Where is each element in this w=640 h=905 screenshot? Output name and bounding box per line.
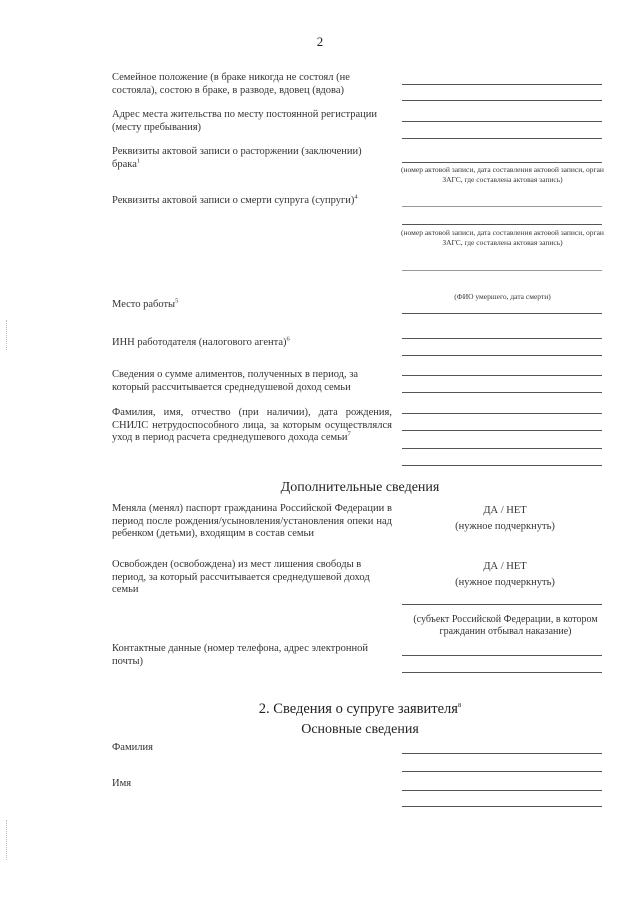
workplace-label: Место работы$^5$ <box>112 297 179 310</box>
care-person-label: Фамилия, имя, отчество (при наличии), дата рождения, СНИЛС нетрудоспособного лица, за которым осуществлялся уход в период расчета среднедушевого дохода семьи$^7$ <box>112 407 392 443</box>
death-record-line-2[interactable] <box>402 224 602 225</box>
alimony-label: Сведения о сумме алиментов, полученных в период, за который рассчитывается среднедушевой доход семьи <box>112 369 359 393</box>
alimony-line-2[interactable] <box>402 392 602 393</box>
spouse-surname-line-1[interactable] <box>402 753 602 754</box>
spouse-basic-info-heading: Основные сведения <box>301 722 419 737</box>
subject-line[interactable] <box>402 604 602 605</box>
employer-inn-line-2[interactable] <box>402 355 602 356</box>
care-person-line-1[interactable] <box>402 413 602 414</box>
released-label: Освобожден (освобождена) из мест лишения свободы в период, за который рассчитывается среднедушевой доход семьи <box>112 559 370 595</box>
contacts-label: Контактные данные (номер телефона, адрес электронной почты) <box>112 643 368 667</box>
alimony-line-1[interactable] <box>402 375 602 376</box>
footnote-mark: 4 <box>354 193 358 201</box>
divorce-record-line[interactable] <box>402 162 602 163</box>
footnote-mark: 6 <box>286 335 290 343</box>
passport-yes-no[interactable]: ДА / НЕТ <box>483 505 527 516</box>
deceased-line[interactable] <box>402 270 602 271</box>
marital-status-line-2[interactable] <box>402 100 602 101</box>
marital-status-label: Семейное положение (в браке никогда не состоял (не состояла), состою в браке, в разводе, вдовец (вдова) <box>112 72 350 96</box>
additional-info-heading: Дополнительные сведения <box>280 480 440 495</box>
employer-inn-label: ИНН работодателя (налогового агента)$^6$ <box>112 335 290 348</box>
death-record-line-1[interactable] <box>402 206 602 207</box>
contacts-line-2[interactable] <box>402 672 602 673</box>
footnote-mark: 5 <box>175 297 179 305</box>
residence-address-line-2[interactable] <box>402 138 602 139</box>
workplace-line[interactable] <box>402 313 602 314</box>
page-number: 2 <box>316 34 324 49</box>
footnote-mark: 8 <box>457 702 462 710</box>
deceased-note: (ФИО умершего, дата смерти) <box>454 292 551 301</box>
employer-inn-line-1[interactable] <box>402 338 602 339</box>
spouse-name-line-2[interactable] <box>402 806 602 807</box>
released-yes-no[interactable]: ДА / НЕТ <box>483 561 527 572</box>
marital-status-line-1[interactable] <box>402 84 602 85</box>
care-person-line-3[interactable] <box>402 448 602 449</box>
passport-change-label: Меняла (менял) паспорт гражданина Российской Федерации в период после рождения/усыновления/установления опеки над ребенком (детьми), входящим в состав семьи <box>112 503 392 539</box>
care-person-line-2[interactable] <box>402 430 602 431</box>
passport-hint: (нужное подчеркнуть) <box>455 521 555 532</box>
released-hint: (нужное подчеркнуть) <box>455 577 555 588</box>
contacts-line-1[interactable] <box>402 655 602 656</box>
divorce-record-label: Реквизиты актовой записи о расторжении (заключении) брака$^1$ <box>112 146 362 170</box>
spouse-section-heading: 2. Сведения о супруге заявителя$^8$ <box>258 701 462 717</box>
spouse-surname-label: Фамилия <box>112 742 153 753</box>
residence-address-line-1[interactable] <box>402 121 602 122</box>
scan-edge-mark <box>6 820 8 860</box>
residence-address-label: Адрес места жительства по месту постоянной регистрации (месту пребывания) <box>112 109 377 133</box>
footnote-mark: 1 <box>136 157 141 164</box>
spouse-name-label: Имя <box>112 778 132 789</box>
divorce-record-note: (номер актовой записи, дата составления актовой записи, орган ЗАГС, где составлена актовая запись) <box>401 165 604 184</box>
spouse-surname-line-2[interactable] <box>402 771 602 772</box>
footnote-mark: 7 <box>347 430 351 438</box>
death-record-note: (номер актовой записи, дата составления актовой записи, орган ЗАГС, где составлена актовая запись) <box>401 228 604 247</box>
subject-note: (субъект Российской Федерации, в котором гражданин отбывал наказание) <box>413 614 598 637</box>
care-person-line-4[interactable] <box>402 465 602 466</box>
death-record-label: Реквизиты актовой записи о смерти супруга (супруги)$^4$ <box>112 193 358 206</box>
spouse-name-line-1[interactable] <box>402 790 602 791</box>
scan-edge-mark <box>6 320 8 350</box>
